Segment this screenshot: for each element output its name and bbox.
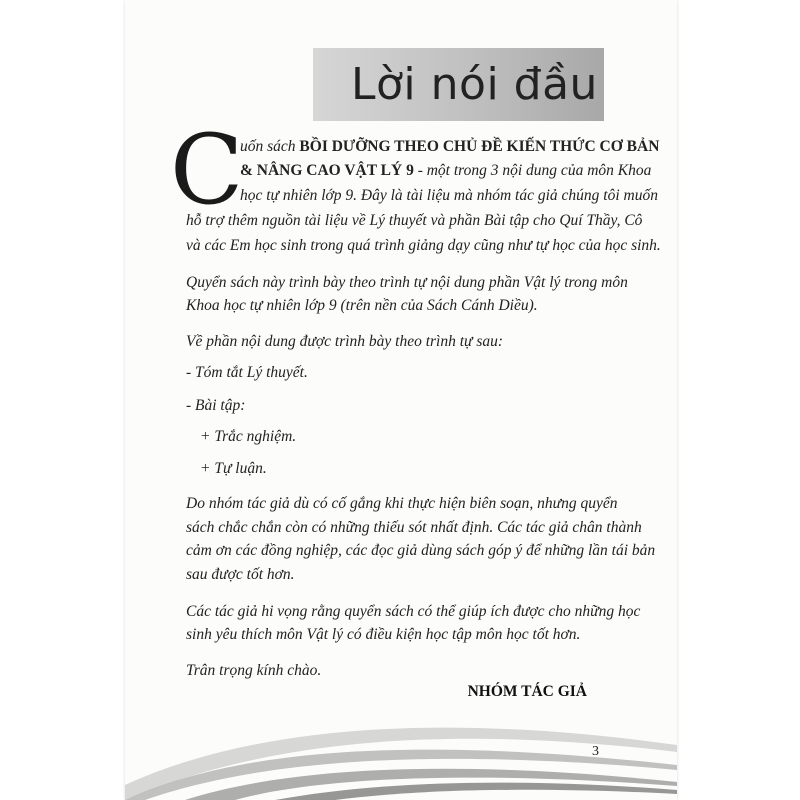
paragraph-4-line-1: Các tác giả hi vọng rằng quyển sách có thể giúp ích được cho những học (186, 603, 641, 620)
author-signature: NHÓM TÁC GIẢ (467, 683, 587, 700)
intro-line-1 (240, 138, 659, 156)
paragraph-2-line-2: Khoa học tự nhiên lớp 9 (trên nền của Sách Cánh Diều). (186, 297, 538, 314)
page-title: Lời nói đầu (351, 59, 598, 110)
intro-line-2-rest: - một trong 3 nội dung của môn Khoa (413, 162, 652, 179)
intro-line-2 (240, 162, 651, 180)
intro-line-4: hỗ trợ thêm nguồn tài liệu về Lý thuyết và phần Bài tập cho Quí Thầy, Cô (186, 212, 643, 229)
list-item-exercises: - Bài tập: (186, 397, 246, 414)
paragraph-3-line-4: sau được tốt hơn. (186, 566, 295, 583)
drop-cap: C (170, 114, 244, 226)
intro-line-5: và các Em học sinh trong quá trình giảng dạy cũng như tự học của học sinh. (186, 237, 661, 254)
paragraph-3-line-3: cảm ơn các đồng nghiệp, các đọc giả dùng sách góp ý để những lần tái bản (186, 542, 656, 559)
intro-book-title-part-1: BỒI DƯỠNG THEO CHỦ ĐỀ KIẾN THỨC CƠ BẢN (299, 138, 660, 155)
closing-greeting: Trân trọng kính chào. (186, 662, 322, 679)
intro-book-title-part-2: & NÂNG CAO VẬT LÝ 9 (240, 162, 414, 179)
intro-line-3: học tự nhiên lớp 9. Đây là tài liệu mà nhóm tác giả chúng tôi muốn (240, 187, 658, 204)
paragraph-2-line-1: Quyển sách này trình bày theo trình tự nội dung phần Vật lý trong môn (186, 274, 628, 291)
list-subitem-essay: + Tự luận. (200, 460, 267, 477)
paragraph-3-line-1: Do nhóm tác giả dù có cố gắng khi thực hiện biên soạn, nhưng quyển (186, 495, 618, 512)
page-number: 3 (592, 744, 599, 759)
title-banner (313, 48, 604, 121)
content-intro: Về phần nội dung được trình bày theo trình tự sau: (186, 333, 504, 350)
paragraph-3-line-2: sách chắc chắn còn có những thiếu sót nhất định. Các tác giả chân thành (186, 519, 642, 536)
list-item-theory: - Tóm tắt Lý thuyết. (186, 364, 308, 381)
list-subitem-multiple-choice: + Trắc nghiệm. (200, 428, 297, 445)
paragraph-4-line-2: sinh yêu thích môn Vật lý có điều kiện học tập môn học tốt hơn. (186, 626, 581, 643)
intro-line-1-prefix: uốn sách (240, 138, 300, 155)
